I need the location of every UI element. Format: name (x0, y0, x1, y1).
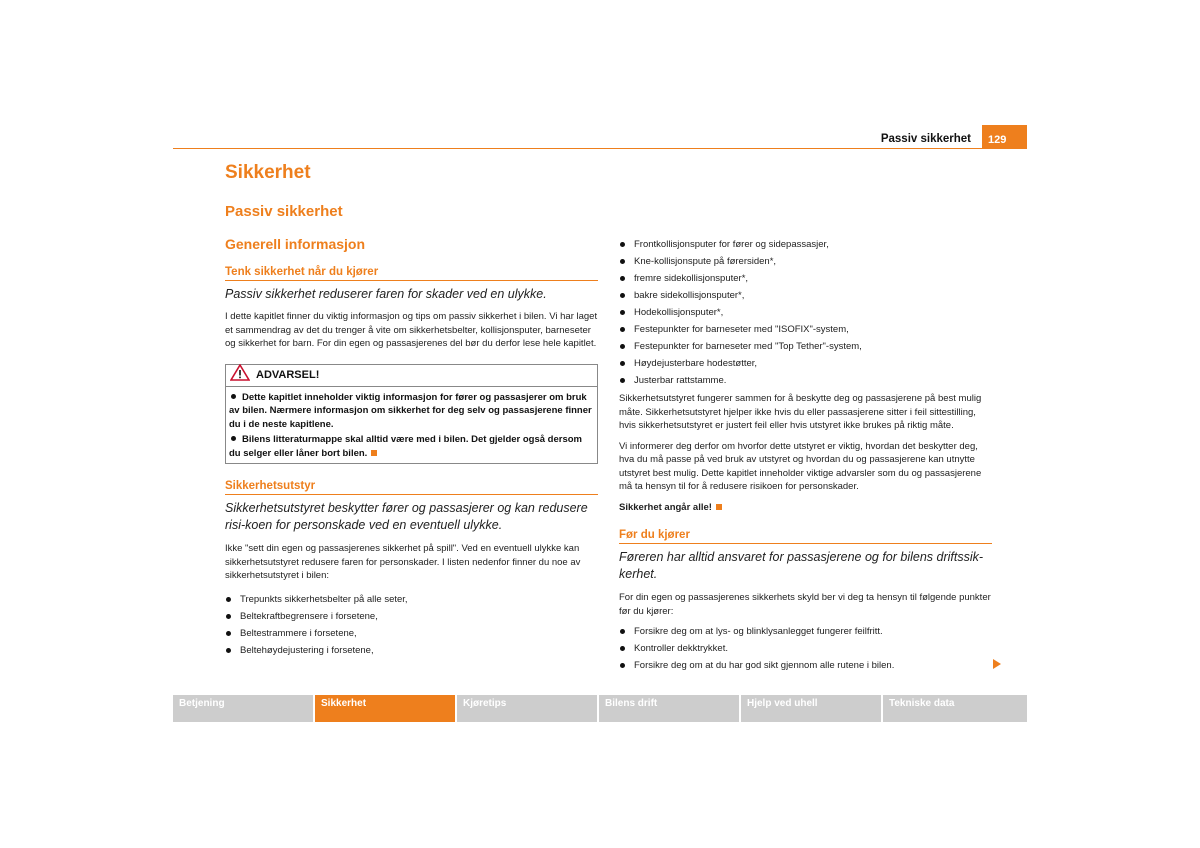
list-item-text: Forsikre deg om at lys- og blinklysanlegget fungerer feilfritt. (634, 626, 883, 637)
subsection-title: Generell informasjon (225, 236, 366, 252)
list-item-text: Beltehøydejustering i forsetene, (240, 644, 374, 656)
lead-text: Passiv sikkerhet reduserer faren for skader ved en ulykke. (225, 287, 547, 301)
list-item (225, 608, 598, 625)
bullet-icon (620, 259, 625, 264)
list-item-text: Kne-kollisjonspute på førersiden*, (634, 256, 777, 267)
list-item (619, 355, 992, 372)
list-item (619, 287, 992, 304)
bullet-icon (620, 361, 625, 366)
bullet-icon (226, 614, 231, 619)
list-item (619, 640, 992, 657)
header-rule (173, 148, 1027, 149)
warning-item-text: Bilens litteraturmappe skal alltid være med i bilen. Det gjelder også dersom du selger eller låner bort bilen. (229, 434, 582, 459)
bullet-icon (226, 631, 231, 636)
warning-triangle-icon (230, 364, 250, 386)
list-item-text: Festepunkter for barneseter med "Top Tether"-system, (634, 341, 862, 352)
list-item (225, 625, 598, 642)
list-item-text: Justerbar rattstamme. (634, 375, 727, 386)
list-item (619, 321, 992, 338)
body-paragraph: I dette kapitlet finner du viktig informasjon og tips om passiv sikkerhet i bilen. Vi har laget et sammendrag av det du trenger å vite om sikkerhetsbelter, kollisjonsputer, barneseter og sikkerhet for barn. For din egen og passasjerenes del bør du derfor lese hele kapitlet. (225, 311, 598, 349)
list-item-text: bakre sidekollisjonsputer*, (634, 290, 745, 301)
list-item-text: Festepunkter for barneseter med "ISOFIX"-system, (634, 324, 849, 335)
warning-item (229, 433, 594, 460)
list-item-text: Kontroller dekktrykket. (634, 643, 728, 654)
section-title: Passiv sikkerhet (225, 203, 343, 220)
bullet-icon (620, 293, 625, 298)
page-number: 129 (982, 125, 1027, 149)
bullet-icon (226, 597, 231, 602)
list-item (225, 591, 598, 608)
heading-tenk-sikkerhet: Tenk sikkerhet når du kjører (225, 266, 598, 281)
body-paragraph: Ikke "sett din egen og passasjerenes sikkerhet på spill". Ved en eventuell ulykke kan sikkerhetsutstyret redusere faren for personskader. I listen nedenfor finner du noe av sikkerhetsutstyret i bilen: (225, 543, 581, 581)
warning-item-text: Dette kapitlet inneholder viktig informasjon for fører og passasjerer om bruk av bilen. Nærmere informasjon om sikkerhet for deg selv og passasjerene finner du i de neste kapitlene. (229, 391, 592, 430)
equipment-list-continued (619, 236, 992, 389)
list-item-text: Forsikre deg om at du har god sikt gjennom alle rutene i bilen. (634, 660, 895, 671)
lead-text: Føreren har alltid ansvaret for passasjerene og for bilens driftssik-kerhet. (619, 550, 984, 581)
list-item (619, 338, 992, 355)
body-paragraph: Sikkerhetsutstyret fungerer sammen for å beskytte deg og passasjerene på best mulig måte. Sikkerhetsutstyret hjelper ikke hvis du eller passasjerene sitter i feil sittestilling, hvis sikkerhetsutstyret er justert feil eller hvis utstyret ikke brukes på riktig måte. (619, 393, 982, 431)
bullet-icon (231, 394, 236, 399)
list-item-text: Beltekraftbegrensere i forsetene, (240, 610, 378, 622)
tab-tekniske-data[interactable]: Tekniske data (883, 695, 1027, 722)
list-item (619, 304, 992, 321)
list-item-text: Høydejusterbare hodestøtter, (634, 358, 758, 369)
list-item-text: Trepunkts sikkerhetsbelter på alle seter, (240, 593, 408, 605)
lead-text: Sikkerhetsutstyret beskytter fører og passasjerer og kan redusere risi-koen for personskade ved en eventuell ulykke. (225, 501, 588, 532)
warning-box (225, 364, 598, 465)
tab-bilens-drift[interactable]: Bilens drift (599, 695, 739, 722)
heading-for-du-kjorer: Før du kjører (619, 529, 992, 544)
bullet-icon (620, 378, 625, 383)
list-item (619, 270, 992, 287)
continue-arrow-icon (993, 659, 1001, 669)
list-item (619, 236, 992, 253)
body-paragraph: Vi informerer deg derfor om hvorfor dette utstyret er viktig, hvordan det beskytter deg, hva du må passe på ved bruk av utstyret og hvordan du og passasjerene kan utnytte utstyret best mulig. Dette kapitlet inneholder viktige advarsler som du og passasjerene må ta hensyn til for å redusere risikoen for personskader. (619, 440, 982, 492)
end-of-section-icon (371, 450, 377, 456)
bullet-icon (620, 276, 625, 281)
bullet-icon (620, 663, 625, 668)
tab-hjelp-ved-uhell[interactable]: Hjelp ved uhell (741, 695, 881, 722)
bullet-icon (620, 629, 625, 634)
tab-kjoretips[interactable]: Kjøretips (457, 695, 597, 722)
checklist (619, 623, 992, 674)
bullet-icon (620, 646, 625, 651)
list-item (619, 253, 992, 270)
chapter-nav (173, 695, 1027, 722)
list-item (619, 623, 992, 640)
list-item (619, 372, 992, 389)
warning-body (226, 387, 597, 464)
list-item-text: fremre sidekollisjonsputer*, (634, 273, 749, 284)
left-column (225, 266, 598, 659)
warning-item (229, 391, 594, 432)
list-item-text: Frontkollisjonsputer for fører og sidepassasjer, (634, 239, 829, 250)
equipment-list (225, 591, 598, 659)
tab-betjening[interactable]: Betjening (173, 695, 313, 722)
chapter-title: Sikkerhet (225, 162, 311, 183)
right-column (619, 236, 992, 674)
bold-note (619, 501, 992, 515)
tab-sikkerhet[interactable]: Sikkerhet (315, 695, 455, 722)
bullet-icon (620, 327, 625, 332)
body-paragraph: For din egen og passasjerenes sikkerhets skyld ber vi deg ta hensyn til følgende punkter før du kjører: (619, 592, 991, 617)
running-header-title: Passiv sikkerhet (880, 133, 971, 145)
list-item-text: Beltestrammere i forsetene, (240, 627, 357, 639)
bold-note-text: Sikkerhet angår alle! (619, 501, 712, 513)
bullet-icon (620, 242, 625, 247)
warning-header (226, 365, 597, 387)
bullet-icon (226, 648, 231, 653)
list-item (619, 657, 992, 674)
bullet-icon (231, 436, 236, 441)
list-item (225, 642, 598, 659)
heading-sikkerhetsutstyr: Sikkerhetsutstyr (225, 480, 598, 495)
end-of-section-icon (716, 504, 722, 510)
bullet-icon (620, 310, 625, 315)
bullet-icon (620, 344, 625, 349)
warning-title: ADVARSEL! (256, 369, 320, 381)
list-item-text: Hodekollisjonsputer*, (634, 307, 724, 318)
